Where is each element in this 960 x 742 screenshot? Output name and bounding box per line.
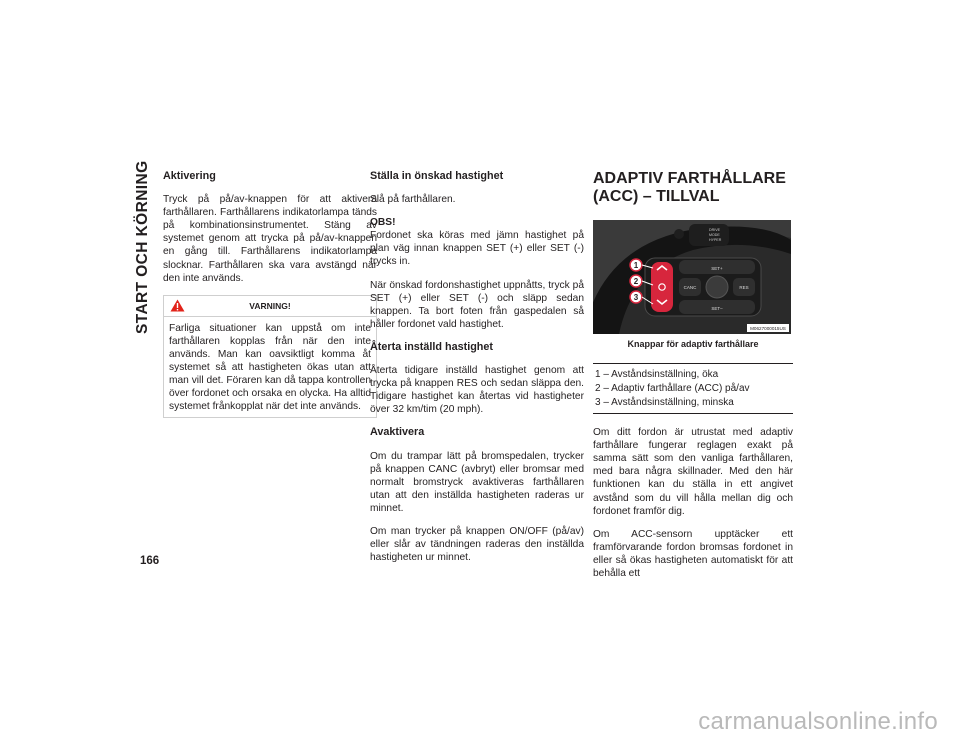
para-aktivering: Tryck på på/av-knappen för att aktivera farthållaren. Farthållarens indikatorlampa tänds på kombinationsinstrumentet. Stäng av systemet genom att trycka på på/av-knappen en gång till. Farthållarens indikatorlampa slocknar. Farthållaren ska vara avstängd när den inte används. bbox=[163, 194, 377, 284]
para-sla-pa: Slå på farthållaren. bbox=[370, 194, 456, 206]
obs-note bbox=[370, 216, 584, 268]
drive-mode-label-3: HYPER bbox=[709, 238, 722, 242]
watermark: carmanualsonline.info bbox=[698, 708, 938, 735]
column-left bbox=[163, 170, 377, 418]
callout-3: 3 bbox=[633, 293, 639, 302]
column-right bbox=[593, 170, 793, 590]
para-acc-intro: Om ditt fordon är utrustat med adaptiv farthållare fungerar reglagen exakt på samma sätt som den vanliga farthållaren, med bara några skillnader. Med den här funktionen kan du ställa in ett angivet avstånd som du vill hålla mellan dig och fordonet framför dig. bbox=[593, 427, 793, 517]
callout-1: 1 bbox=[633, 261, 639, 270]
warning-header bbox=[164, 296, 376, 317]
callout-2: 2 bbox=[633, 277, 639, 286]
section-sidebar-label bbox=[130, 160, 156, 334]
legend-item-1: 1 – Avståndsinställning, öka bbox=[595, 369, 719, 381]
warning-title: VARNING! bbox=[249, 300, 291, 311]
button-set-minus: SET– bbox=[711, 306, 723, 311]
figure-code: M0627000015US bbox=[750, 326, 786, 331]
para-acc-sensor: Om ACC-sensorn upptäcker ett framförvarande fordon bromsas fordonet in eller så ökas hastigheten automatiskt för att behålla ett bbox=[593, 528, 793, 580]
column-middle bbox=[370, 170, 584, 574]
page-number: 166 bbox=[140, 555, 160, 567]
section-title-vertical: START OCH KÖRNING bbox=[134, 160, 151, 334]
button-set-plus: SET+ bbox=[711, 266, 723, 271]
legend-item-2: 2 – Adaptiv farthållare (ACC) på/av bbox=[595, 383, 750, 395]
drive-mode-label-1: DRIVE bbox=[709, 228, 720, 232]
section-title-line1: ADAPTIV FARTHÅLLARE bbox=[593, 170, 786, 187]
heading-avaktivera: Avaktivera bbox=[370, 426, 425, 439]
heading-stalla-in: Ställa in önskad hastighet bbox=[370, 170, 504, 182]
steering-wheel-figure bbox=[593, 220, 791, 334]
figure-legend bbox=[593, 363, 793, 414]
para-set: När önskad fordonshastighet uppnåtts, tryck på SET (+) eller SET (-) och släpp sedan knappen. Ta bort foten från gaspedalen så håller fordonet vald hastighet. bbox=[370, 279, 584, 330]
obs-label: OBS! bbox=[370, 217, 396, 229]
warning-box bbox=[163, 295, 377, 419]
heading-aterta: Återta inställd hastighet bbox=[370, 340, 493, 353]
para-res: Återta tidigare inställd hastighet genom att trycka på knappen RES och sedan släppa den. Tidigare hastighet kan återtas vid hastigheter över 32 km/tim (20 mph). bbox=[370, 365, 584, 416]
heading-aktivering: Aktivering bbox=[163, 170, 216, 182]
section-title-acc bbox=[593, 170, 793, 206]
obs-text: Fordonet ska köras med jämn hastighet på plan väg innan knappen SET (+) eller SET (-) trycks in. bbox=[370, 230, 584, 268]
figure-caption: Knappar för adaptiv farthållare bbox=[627, 339, 759, 349]
steering-wheel-illustration bbox=[593, 220, 791, 334]
button-res: RES bbox=[739, 285, 749, 290]
para-onoff: Om man trycker på knappen ON/OFF (på/av) eller slår av tändningen raderas den inställda hastigheten ur minnet. bbox=[370, 525, 584, 564]
para-canc: Om du trampar lätt på bromspedalen, trycker på knappen CANC (avbryt) eller bromsar med normalt bromstryck avaktiveras farthållaren utan att den inställda hastigheten raderas ur minnet. bbox=[370, 450, 584, 514]
button-canc: CANC bbox=[683, 285, 697, 290]
legend-item-3: 3 – Avståndsinställning, minska bbox=[595, 397, 734, 409]
warning-text: Farliga situationer kan uppstå om inte farthållaren kopplas från när den inte används. Man kan oavsiktligt komma åt systemet så att hastigheten ökas utan att man vill det. Föraren kan då tappa kontrollen över fordonet och orsaka en olycka. Ha alltid systemet frånkopplat när det inte används. bbox=[169, 322, 371, 413]
drive-mode-label-2: MODE bbox=[709, 233, 720, 237]
section-title-line2: (ACC) – TILLVAL bbox=[593, 188, 720, 205]
